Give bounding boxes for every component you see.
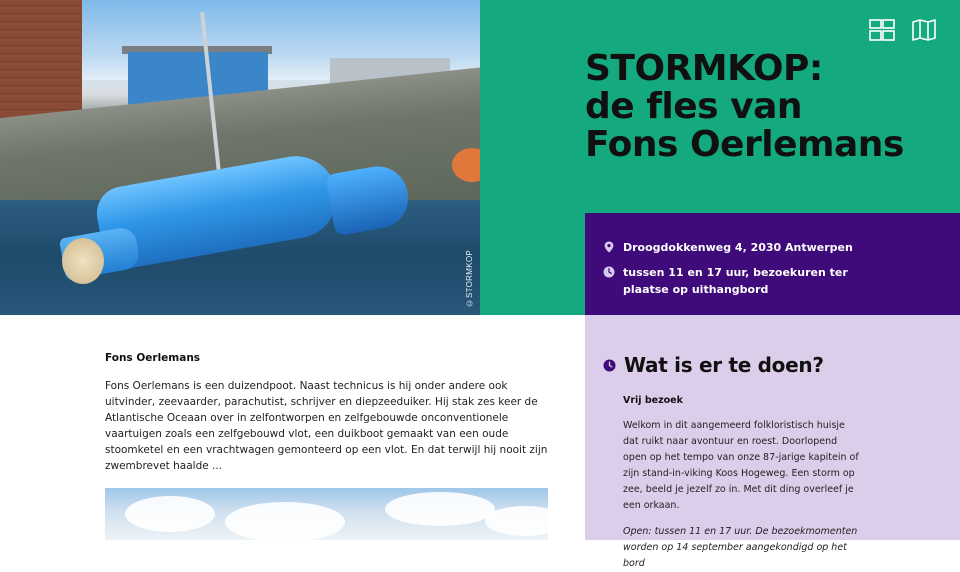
sidebar-open-hours: Open: tussen 11 en 17 uur. De bezoekmomenten worden op 14 september aangekondigd op het bord xyxy=(623,526,858,569)
info-address: Droogdokkenweg 4, 2030 Antwerpen xyxy=(623,241,853,254)
photo-bottle-cork xyxy=(62,238,104,284)
sidebar xyxy=(585,315,960,569)
photo-credit: ©STORMKOP xyxy=(465,249,474,307)
info-hours-row xyxy=(603,264,940,298)
map-icon xyxy=(912,19,936,41)
info-address-row xyxy=(603,239,940,256)
article xyxy=(105,352,550,474)
photo-cloud xyxy=(385,492,495,526)
sidebar-header xyxy=(603,353,960,377)
view-toolbar xyxy=(868,18,938,42)
info-hours: tussen 11 en 17 uur, bezoekuren ter plaatse op uithangbord xyxy=(623,266,848,296)
article-heading: Fons Oerlemans xyxy=(105,352,201,364)
photo-cloud xyxy=(125,496,215,532)
grid-view-icon xyxy=(869,19,895,41)
map-view-button[interactable] xyxy=(910,18,938,42)
sidebar-description: Welkom in dit aangemeerd folkloristisch huisje dat ruikt naar avontuur en roest. Doorlopend open op het tempo van onze 87-jarige kapitein of zijn stand-in-viking Koos Hogeweg. Een storm op zee, beeld je jezelf zo in. Met dit ding overleef je een orkaan. xyxy=(623,420,859,511)
clock-bullet-icon xyxy=(603,359,616,372)
grid-view-button[interactable] xyxy=(868,18,896,42)
photo-brick-building xyxy=(0,0,82,118)
article-body: Fons Oerlemans is een duizendpoot. Naast technicus is hij onder andere ook uitvinder, zeevaarder, parachutist, schrijver en diepzeeduiker. Hij stak zes keer de Atlantische Oceaan over in zelfontworpen en zelfgebouwde onconventionele vaartuigen zoals een zelfgebouwd vlot, een duikboot gemaakt van een oude stoomketel en een vrachtwagen gemonteerd op een vlot. En dat terwijl hij nooit zijn zwembrevet haalde ... xyxy=(105,380,548,472)
page-title xyxy=(585,50,915,164)
location-pin-icon xyxy=(603,241,615,253)
article-photo xyxy=(105,488,548,540)
page-title-text: STORMKOP: de fles van Fons Oerlemans xyxy=(585,48,904,165)
info-box xyxy=(585,213,960,315)
photo-cloud xyxy=(485,506,565,536)
photo-cloud xyxy=(225,502,345,542)
hero-photo xyxy=(0,0,480,315)
sidebar-subheading: Vrij bezoek xyxy=(623,395,683,406)
sidebar-heading: Wat is er te doen? xyxy=(624,353,824,377)
clock-icon xyxy=(603,266,615,278)
